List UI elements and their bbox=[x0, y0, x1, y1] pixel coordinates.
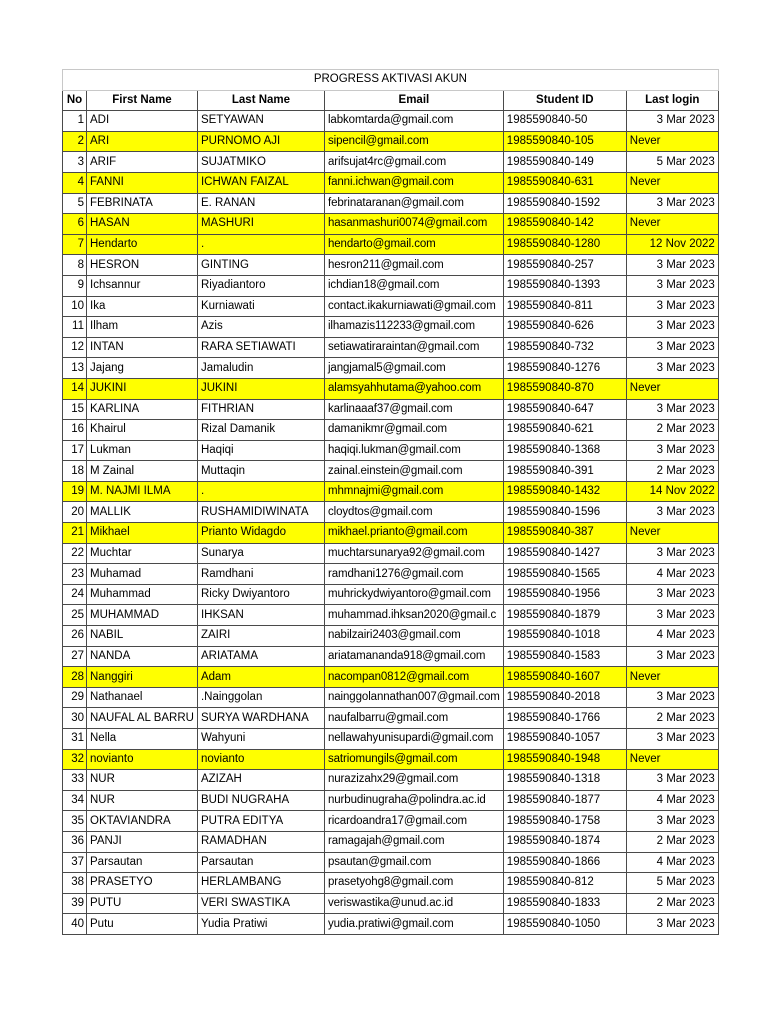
cell-last-name[interactable]: Ramdhani bbox=[197, 564, 324, 585]
cell-first-name[interactable]: NUR bbox=[87, 790, 198, 811]
table-row bbox=[63, 770, 719, 791]
cell-no[interactable]: 40 bbox=[63, 914, 87, 935]
cell-no[interactable]: 11 bbox=[63, 317, 87, 338]
table-title: PROGRESS AKTIVASI AKUN bbox=[63, 70, 719, 91]
cell-student-id[interactable]: 1985590840-105 bbox=[503, 131, 626, 152]
header-email[interactable]: Email bbox=[324, 90, 503, 111]
cell-last-name[interactable]: .Nainggolan bbox=[197, 687, 324, 708]
cell-last-login[interactable]: Never bbox=[626, 131, 718, 152]
cell-email[interactable]: yudia.pratiwi@gmail.com bbox=[324, 914, 503, 935]
cell-student-id[interactable]: 1985590840-1050 bbox=[503, 914, 626, 935]
cell-email[interactable]: veriswastika@unud.ac.id bbox=[324, 893, 503, 914]
cell-last-name[interactable]: PUTRA EDITYA bbox=[197, 811, 324, 832]
cell-email[interactable]: haqiqi.lukman@gmail.com bbox=[324, 440, 503, 461]
cell-student-id[interactable]: 1985590840-811 bbox=[503, 296, 626, 317]
cell-first-name[interactable]: ADI bbox=[87, 111, 198, 132]
cell-last-name[interactable]: VERI SWASTIKA bbox=[197, 893, 324, 914]
cell-last-name[interactable]: ARIATAMA bbox=[197, 646, 324, 667]
cell-email[interactable]: ramdhani1276@gmail.com bbox=[324, 564, 503, 585]
table-row bbox=[63, 461, 719, 482]
cell-first-name[interactable]: Muhamad bbox=[87, 564, 198, 585]
cell-no[interactable]: 39 bbox=[63, 893, 87, 914]
cell-last-name[interactable]: IHKSAN bbox=[197, 605, 324, 626]
cell-no[interactable]: 5 bbox=[63, 193, 87, 214]
header-row bbox=[63, 90, 719, 111]
cell-email[interactable]: ichdian18@gmail.com bbox=[324, 275, 503, 296]
cell-last-login[interactable]: 3 Mar 2023 bbox=[626, 440, 718, 461]
table-row bbox=[63, 729, 719, 750]
cell-no[interactable]: 21 bbox=[63, 523, 87, 544]
cell-first-name[interactable]: HESRON bbox=[87, 255, 198, 276]
cell-student-id[interactable]: 1985590840-626 bbox=[503, 317, 626, 338]
cell-student-id[interactable]: 1985590840-1758 bbox=[503, 811, 626, 832]
table-row bbox=[63, 378, 719, 399]
cell-student-id[interactable]: 1985590840-812 bbox=[503, 873, 626, 894]
table-row bbox=[63, 317, 719, 338]
cell-student-id[interactable]: 1985590840-1874 bbox=[503, 831, 626, 852]
table-row bbox=[63, 358, 719, 379]
table-row bbox=[63, 523, 719, 544]
cell-no[interactable]: 37 bbox=[63, 852, 87, 873]
cell-last-name[interactable]: novianto bbox=[197, 749, 324, 770]
cell-student-id[interactable]: 1985590840-1057 bbox=[503, 729, 626, 750]
cell-student-id[interactable]: 1985590840-1368 bbox=[503, 440, 626, 461]
cell-last-name[interactable]: BUDI NUGRAHA bbox=[197, 790, 324, 811]
cell-email[interactable]: muhrickydwiyantoro@gmail.com bbox=[324, 584, 503, 605]
cell-last-login[interactable]: Never bbox=[626, 378, 718, 399]
cell-student-id[interactable]: 1985590840-1592 bbox=[503, 193, 626, 214]
cell-no[interactable]: 26 bbox=[63, 626, 87, 647]
cell-email[interactable]: ilhamazis112233@gmail.com bbox=[324, 317, 503, 338]
cell-no[interactable]: 3 bbox=[63, 152, 87, 173]
cell-no[interactable]: 29 bbox=[63, 687, 87, 708]
cell-last-login[interactable]: 2 Mar 2023 bbox=[626, 893, 718, 914]
cell-student-id[interactable]: 1985590840-50 bbox=[503, 111, 626, 132]
cell-last-login[interactable]: 3 Mar 2023 bbox=[626, 646, 718, 667]
cell-student-id[interactable]: 1985590840-1956 bbox=[503, 584, 626, 605]
cell-first-name[interactable]: HASAN bbox=[87, 214, 198, 235]
cell-last-name[interactable]: SETYAWAN bbox=[197, 111, 324, 132]
cell-last-login[interactable]: 4 Mar 2023 bbox=[626, 564, 718, 585]
cell-email[interactable]: hesron211@gmail.com bbox=[324, 255, 503, 276]
cell-first-name[interactable]: INTAN bbox=[87, 337, 198, 358]
cell-first-name[interactable]: Nella bbox=[87, 729, 198, 750]
cell-last-name[interactable]: Azis bbox=[197, 317, 324, 338]
cell-email[interactable]: fanni.ichwan@gmail.com bbox=[324, 172, 503, 193]
cell-email[interactable]: febrinataranan@gmail.com bbox=[324, 193, 503, 214]
cell-first-name[interactable]: novianto bbox=[87, 749, 198, 770]
cell-email[interactable]: contact.ikakurniawati@gmail.com bbox=[324, 296, 503, 317]
cell-email[interactable]: cloydtos@gmail.com bbox=[324, 502, 503, 523]
cell-student-id[interactable]: 1985590840-631 bbox=[503, 172, 626, 193]
table-row bbox=[63, 172, 719, 193]
cell-last-name[interactable]: ICHWAN FAIZAL bbox=[197, 172, 324, 193]
cell-last-login[interactable]: 14 Nov 2022 bbox=[626, 481, 718, 502]
cell-no[interactable]: 33 bbox=[63, 770, 87, 791]
cell-last-name[interactable]: Muttaqin bbox=[197, 461, 324, 482]
header-student-id[interactable]: Student ID bbox=[503, 90, 626, 111]
cell-student-id[interactable]: 1985590840-870 bbox=[503, 378, 626, 399]
cell-email[interactable]: psautan@gmail.com bbox=[324, 852, 503, 873]
cell-first-name[interactable]: NABIL bbox=[87, 626, 198, 647]
cell-first-name[interactable]: Ilham bbox=[87, 317, 198, 338]
table-row bbox=[63, 399, 719, 420]
table-row bbox=[63, 234, 719, 255]
cell-last-login[interactable]: Never bbox=[626, 214, 718, 235]
cell-email[interactable]: ricardoandra17@gmail.com bbox=[324, 811, 503, 832]
cell-first-name[interactable]: Muchtar bbox=[87, 543, 198, 564]
cell-last-name[interactable]: Haqiqi bbox=[197, 440, 324, 461]
cell-student-id[interactable]: 1985590840-1948 bbox=[503, 749, 626, 770]
table-row bbox=[63, 275, 719, 296]
cell-no[interactable]: 16 bbox=[63, 420, 87, 441]
cell-first-name[interactable]: OKTAVIANDRA bbox=[87, 811, 198, 832]
cell-first-name[interactable]: Nanggiri bbox=[87, 667, 198, 688]
cell-email[interactable]: prasetyohg8@gmail.com bbox=[324, 873, 503, 894]
table-row bbox=[63, 481, 719, 502]
cell-no[interactable]: 8 bbox=[63, 255, 87, 276]
cell-student-id[interactable]: 1985590840-1833 bbox=[503, 893, 626, 914]
cell-no[interactable]: 12 bbox=[63, 337, 87, 358]
cell-email[interactable]: ariatamananda918@gmail.com bbox=[324, 646, 503, 667]
table-row bbox=[63, 667, 719, 688]
cell-email[interactable]: nabilzairi2403@gmail.com bbox=[324, 626, 503, 647]
cell-email[interactable]: labkomtarda@gmail.com bbox=[324, 111, 503, 132]
header-last-login[interactable]: Last login bbox=[626, 90, 718, 111]
cell-last-name[interactable]: Wahyuni bbox=[197, 729, 324, 750]
cell-no[interactable]: 35 bbox=[63, 811, 87, 832]
cell-last-login[interactable]: Never bbox=[626, 172, 718, 193]
cell-email[interactable]: setiawatiraraintan@gmail.com bbox=[324, 337, 503, 358]
cell-no[interactable]: 4 bbox=[63, 172, 87, 193]
cell-first-name[interactable]: M Zainal bbox=[87, 461, 198, 482]
cell-last-name[interactable]: AZIZAH bbox=[197, 770, 324, 791]
cell-first-name[interactable]: Hendarto bbox=[87, 234, 198, 255]
cell-last-name[interactable]: Parsautan bbox=[197, 852, 324, 873]
cell-student-id[interactable]: 1985590840-1393 bbox=[503, 275, 626, 296]
cell-last-login[interactable]: 12 Nov 2022 bbox=[626, 234, 718, 255]
cell-email[interactable]: hendarto@gmail.com bbox=[324, 234, 503, 255]
cell-last-login[interactable]: Never bbox=[626, 667, 718, 688]
cell-last-login[interactable]: 3 Mar 2023 bbox=[626, 275, 718, 296]
cell-last-login[interactable]: 3 Mar 2023 bbox=[626, 358, 718, 379]
cell-last-name[interactable]: Yudia Pratiwi bbox=[197, 914, 324, 935]
cell-first-name[interactable]: PUTU bbox=[87, 893, 198, 914]
cell-first-name[interactable]: ARIF bbox=[87, 152, 198, 173]
cell-student-id[interactable]: 1985590840-149 bbox=[503, 152, 626, 173]
cell-no[interactable]: 6 bbox=[63, 214, 87, 235]
cell-email[interactable]: jangjamal5@gmail.com bbox=[324, 358, 503, 379]
cell-last-login[interactable]: 3 Mar 2023 bbox=[626, 193, 718, 214]
cell-last-login[interactable]: 2 Mar 2023 bbox=[626, 831, 718, 852]
cell-no[interactable]: 38 bbox=[63, 873, 87, 894]
cell-email[interactable]: nellawahyunisupardi@gmail.com bbox=[324, 729, 503, 750]
cell-first-name[interactable]: PRASETYO bbox=[87, 873, 198, 894]
cell-last-login[interactable]: 3 Mar 2023 bbox=[626, 770, 718, 791]
cell-no[interactable]: 10 bbox=[63, 296, 87, 317]
cell-last-name[interactable]: Ricky Dwiyantoro bbox=[197, 584, 324, 605]
cell-email[interactable]: naufalbarru@gmail.com bbox=[324, 708, 503, 729]
cell-no[interactable]: 15 bbox=[63, 399, 87, 420]
cell-last-login[interactable]: 3 Mar 2023 bbox=[626, 111, 718, 132]
cell-first-name[interactable]: M. NAJMI ILMA bbox=[87, 481, 198, 502]
cell-last-login[interactable]: 4 Mar 2023 bbox=[626, 790, 718, 811]
cell-first-name[interactable]: Ichsannur bbox=[87, 275, 198, 296]
cell-last-login[interactable]: 3 Mar 2023 bbox=[626, 502, 718, 523]
cell-student-id[interactable]: 1985590840-1583 bbox=[503, 646, 626, 667]
table-row bbox=[63, 255, 719, 276]
cell-no[interactable]: 36 bbox=[63, 831, 87, 852]
cell-last-login[interactable]: Never bbox=[626, 523, 718, 544]
cell-last-name[interactable]: ZAIRI bbox=[197, 626, 324, 647]
cell-last-name[interactable]: FITHRIAN bbox=[197, 399, 324, 420]
cell-first-name[interactable]: FEBRINATA bbox=[87, 193, 198, 214]
cell-no[interactable]: 1 bbox=[63, 111, 87, 132]
cell-last-login[interactable]: 3 Mar 2023 bbox=[626, 337, 718, 358]
cell-last-login[interactable]: 3 Mar 2023 bbox=[626, 399, 718, 420]
cell-last-name[interactable]: E. RANAN bbox=[197, 193, 324, 214]
cell-no[interactable]: 24 bbox=[63, 584, 87, 605]
cell-student-id[interactable]: 1985590840-391 bbox=[503, 461, 626, 482]
table-row bbox=[63, 584, 719, 605]
header-first-name[interactable]: First Name bbox=[87, 90, 198, 111]
cell-last-login[interactable]: 2 Mar 2023 bbox=[626, 708, 718, 729]
table-row bbox=[63, 749, 719, 770]
cell-last-login[interactable]: 5 Mar 2023 bbox=[626, 873, 718, 894]
table-row bbox=[63, 873, 719, 894]
cell-first-name[interactable]: Mikhael bbox=[87, 523, 198, 544]
table-row bbox=[63, 543, 719, 564]
cell-last-login[interactable]: 3 Mar 2023 bbox=[626, 296, 718, 317]
cell-no[interactable]: 30 bbox=[63, 708, 87, 729]
cell-last-name[interactable]: HERLAMBANG bbox=[197, 873, 324, 894]
cell-last-login[interactable]: 2 Mar 2023 bbox=[626, 420, 718, 441]
cell-email[interactable]: zainal.einstein@gmail.com bbox=[324, 461, 503, 482]
cell-no[interactable]: 22 bbox=[63, 543, 87, 564]
cell-last-name[interactable]: RARA SETIAWATI bbox=[197, 337, 324, 358]
cell-last-name[interactable]: RAMADHAN bbox=[197, 831, 324, 852]
cell-student-id[interactable]: 1985590840-647 bbox=[503, 399, 626, 420]
header-no[interactable]: No bbox=[63, 90, 87, 111]
cell-last-login[interactable]: 2 Mar 2023 bbox=[626, 461, 718, 482]
cell-no[interactable]: 27 bbox=[63, 646, 87, 667]
cell-last-name[interactable]: Prianto Widagdo bbox=[197, 523, 324, 544]
cell-first-name[interactable]: FANNI bbox=[87, 172, 198, 193]
cell-last-name[interactable]: SURYA WARDHANA bbox=[197, 708, 324, 729]
cell-student-id[interactable]: 1985590840-621 bbox=[503, 420, 626, 441]
table-row bbox=[63, 440, 719, 461]
cell-first-name[interactable]: PANJI bbox=[87, 831, 198, 852]
cell-email[interactable]: mikhael.prianto@gmail.com bbox=[324, 523, 503, 544]
cell-last-login[interactable]: 3 Mar 2023 bbox=[626, 729, 718, 750]
cell-email[interactable]: nainggolannathan007@gmail.com bbox=[324, 687, 503, 708]
cell-first-name[interactable]: NANDA bbox=[87, 646, 198, 667]
cell-last-login[interactable]: 3 Mar 2023 bbox=[626, 605, 718, 626]
cell-last-name[interactable]: Sunarya bbox=[197, 543, 324, 564]
cell-last-name[interactable]: . bbox=[197, 234, 324, 255]
cell-no[interactable]: 9 bbox=[63, 275, 87, 296]
cell-first-name[interactable]: Putu bbox=[87, 914, 198, 935]
cell-last-login[interactable]: 3 Mar 2023 bbox=[626, 687, 718, 708]
cell-student-id[interactable]: 1985590840-1565 bbox=[503, 564, 626, 585]
activation-progress-table bbox=[62, 69, 719, 935]
cell-last-name[interactable]: SUJATMIKO bbox=[197, 152, 324, 173]
table-row bbox=[63, 914, 719, 935]
cell-email[interactable]: muhammad.ihksan2020@gmail.c bbox=[324, 605, 503, 626]
cell-last-login[interactable]: 3 Mar 2023 bbox=[626, 317, 718, 338]
cell-first-name[interactable]: Muhammad bbox=[87, 584, 198, 605]
cell-last-name[interactable]: JUKINI bbox=[197, 378, 324, 399]
cell-last-name[interactable]: Riyadiantoro bbox=[197, 275, 324, 296]
cell-no[interactable]: 13 bbox=[63, 358, 87, 379]
cell-email[interactable]: nurazizahx29@gmail.com bbox=[324, 770, 503, 791]
cell-last-login[interactable]: 3 Mar 2023 bbox=[626, 255, 718, 276]
cell-last-login[interactable]: 4 Mar 2023 bbox=[626, 626, 718, 647]
table-row bbox=[63, 852, 719, 873]
cell-student-id[interactable]: 1985590840-1318 bbox=[503, 770, 626, 791]
cell-student-id[interactable]: 1985590840-1877 bbox=[503, 790, 626, 811]
cell-student-id[interactable]: 1985590840-1276 bbox=[503, 358, 626, 379]
cell-no[interactable]: 20 bbox=[63, 502, 87, 523]
cell-last-login[interactable]: 3 Mar 2023 bbox=[626, 584, 718, 605]
cell-student-id[interactable]: 1985590840-387 bbox=[503, 523, 626, 544]
table-row bbox=[63, 831, 719, 852]
table-row bbox=[63, 296, 719, 317]
cell-student-id[interactable]: 1985590840-1866 bbox=[503, 852, 626, 873]
table-row bbox=[63, 111, 719, 132]
cell-no[interactable]: 14 bbox=[63, 378, 87, 399]
table-row bbox=[63, 790, 719, 811]
cell-first-name[interactable]: KARLINA bbox=[87, 399, 198, 420]
cell-email[interactable]: muchtarsunarya92@gmail.com bbox=[324, 543, 503, 564]
cell-student-id[interactable]: 1985590840-1432 bbox=[503, 481, 626, 502]
cell-last-name[interactable]: Adam bbox=[197, 667, 324, 688]
cell-first-name[interactable]: Nathanael bbox=[87, 687, 198, 708]
cell-student-id[interactable]: 1985590840-1596 bbox=[503, 502, 626, 523]
cell-student-id[interactable]: 1985590840-1427 bbox=[503, 543, 626, 564]
cell-email[interactable]: satriomungils@gmail.com bbox=[324, 749, 503, 770]
cell-email[interactable]: hasanmashuri0074@gmail.com bbox=[324, 214, 503, 235]
cell-last-name[interactable]: Jamaludin bbox=[197, 358, 324, 379]
title-row bbox=[63, 70, 719, 91]
cell-student-id[interactable]: 1985590840-1766 bbox=[503, 708, 626, 729]
cell-no[interactable]: 32 bbox=[63, 749, 87, 770]
cell-email[interactable]: mhmnajmi@gmail.com bbox=[324, 481, 503, 502]
cell-last-login[interactable]: Never bbox=[626, 749, 718, 770]
cell-first-name[interactable]: Parsautan bbox=[87, 852, 198, 873]
cell-last-login[interactable]: 3 Mar 2023 bbox=[626, 543, 718, 564]
cell-no[interactable]: 18 bbox=[63, 461, 87, 482]
cell-first-name[interactable]: MALLIK bbox=[87, 502, 198, 523]
cell-student-id[interactable]: 1985590840-2018 bbox=[503, 687, 626, 708]
table-row bbox=[63, 893, 719, 914]
table-row bbox=[63, 605, 719, 626]
cell-last-name[interactable]: PURNOMO AJI bbox=[197, 131, 324, 152]
table-row bbox=[63, 214, 719, 235]
table-row bbox=[63, 337, 719, 358]
cell-first-name[interactable]: Khairul bbox=[87, 420, 198, 441]
cell-email[interactable]: nacompan0812@gmail.com bbox=[324, 667, 503, 688]
cell-last-login[interactable]: 3 Mar 2023 bbox=[626, 811, 718, 832]
cell-first-name[interactable]: Ika bbox=[87, 296, 198, 317]
cell-no[interactable]: 34 bbox=[63, 790, 87, 811]
cell-last-name[interactable]: Rizal Damanik bbox=[197, 420, 324, 441]
cell-last-login[interactable]: 5 Mar 2023 bbox=[626, 152, 718, 173]
cell-student-id[interactable]: 1985590840-257 bbox=[503, 255, 626, 276]
cell-last-login[interactable]: 4 Mar 2023 bbox=[626, 852, 718, 873]
cell-first-name[interactable]: MUHAMMAD bbox=[87, 605, 198, 626]
cell-last-name[interactable]: Kurniawati bbox=[197, 296, 324, 317]
table-row bbox=[63, 502, 719, 523]
table-row bbox=[63, 131, 719, 152]
table-row bbox=[63, 193, 719, 214]
table-row bbox=[63, 811, 719, 832]
cell-no[interactable]: 19 bbox=[63, 481, 87, 502]
header-last-name[interactable]: Last Name bbox=[197, 90, 324, 111]
cell-last-name[interactable]: GINTING bbox=[197, 255, 324, 276]
cell-first-name[interactable]: JUKINI bbox=[87, 378, 198, 399]
cell-student-id[interactable]: 1985590840-732 bbox=[503, 337, 626, 358]
cell-last-login[interactable]: 3 Mar 2023 bbox=[626, 914, 718, 935]
cell-no[interactable]: 25 bbox=[63, 605, 87, 626]
cell-first-name[interactable]: NUR bbox=[87, 770, 198, 791]
cell-student-id[interactable]: 1985590840-1607 bbox=[503, 667, 626, 688]
cell-email[interactable]: alamsyahhutama@yahoo.com bbox=[324, 378, 503, 399]
cell-student-id[interactable]: 1985590840-1879 bbox=[503, 605, 626, 626]
table-row bbox=[63, 687, 719, 708]
cell-first-name[interactable]: Jajang bbox=[87, 358, 198, 379]
cell-no[interactable]: 28 bbox=[63, 667, 87, 688]
cell-last-name[interactable]: . bbox=[197, 481, 324, 502]
cell-first-name[interactable]: NAUFAL AL BARRU bbox=[87, 708, 198, 729]
cell-no[interactable]: 7 bbox=[63, 234, 87, 255]
cell-last-name[interactable]: RUSHAMIDIWINATA bbox=[197, 502, 324, 523]
cell-email[interactable]: karlinaaaf37@gmail.com bbox=[324, 399, 503, 420]
cell-student-id[interactable]: 1985590840-1018 bbox=[503, 626, 626, 647]
cell-no[interactable]: 23 bbox=[63, 564, 87, 585]
cell-email[interactable]: nurbudinugraha@polindra.ac.id bbox=[324, 790, 503, 811]
cell-email[interactable]: damanikmr@gmail.com bbox=[324, 420, 503, 441]
cell-no[interactable]: 31 bbox=[63, 729, 87, 750]
cell-no[interactable]: 17 bbox=[63, 440, 87, 461]
cell-student-id[interactable]: 1985590840-142 bbox=[503, 214, 626, 235]
table-row bbox=[63, 152, 719, 173]
cell-first-name[interactable]: Lukman bbox=[87, 440, 198, 461]
table-row bbox=[63, 420, 719, 441]
cell-email[interactable]: arifsujat4rc@gmail.com bbox=[324, 152, 503, 173]
table-row bbox=[63, 646, 719, 667]
cell-first-name[interactable]: ARI bbox=[87, 131, 198, 152]
table-row bbox=[63, 564, 719, 585]
cell-student-id[interactable]: 1985590840-1280 bbox=[503, 234, 626, 255]
cell-no[interactable]: 2 bbox=[63, 131, 87, 152]
cell-email[interactable]: sipencil@gmail.com bbox=[324, 131, 503, 152]
cell-email[interactable]: ramagajah@gmail.com bbox=[324, 831, 503, 852]
table-row bbox=[63, 708, 719, 729]
cell-last-name[interactable]: MASHURI bbox=[197, 214, 324, 235]
table-row bbox=[63, 626, 719, 647]
